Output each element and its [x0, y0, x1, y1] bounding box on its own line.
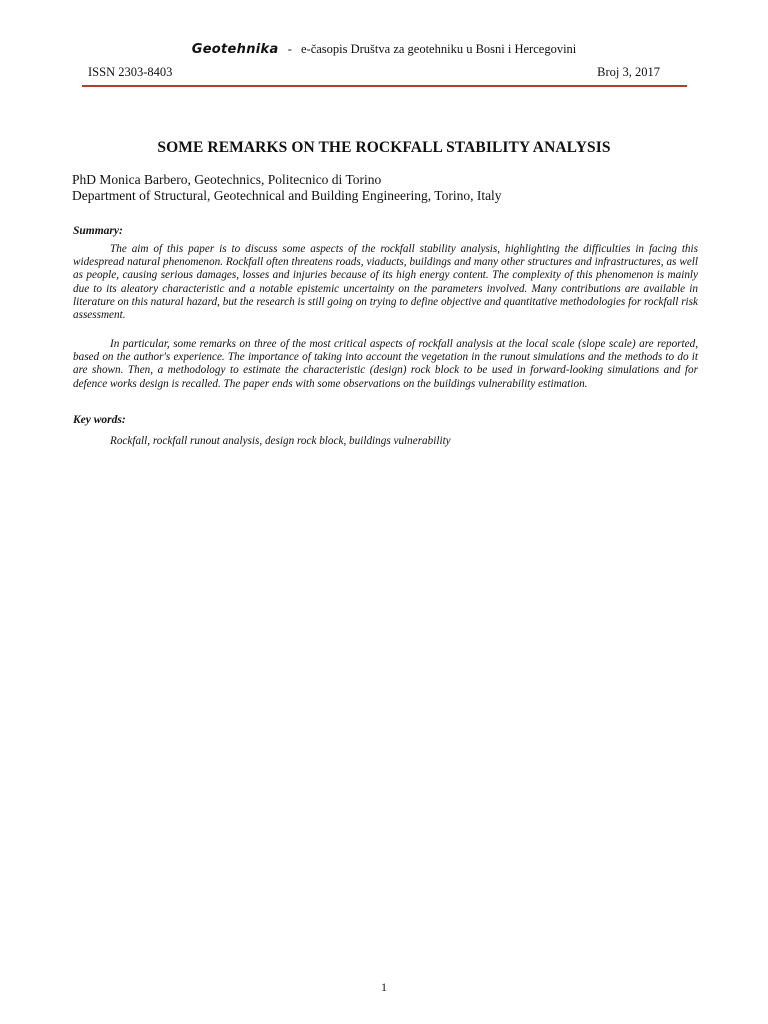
issn: ISSN 2303-8403: [88, 65, 173, 79]
keywords-heading: Key words:: [73, 414, 126, 426]
affiliation-line: Department of Structural, Geotechnical and Building Engineering, Torino, Italy: [72, 188, 502, 203]
issue-number: Broj 3, 2017: [597, 65, 660, 79]
journal-subtitle: e-časopis Društva za geotehniku u Bosni i Hercegovini: [300, 42, 577, 56]
summary-paragraph: The aim of this paper is to discuss some aspects of the rockfall stability analysis, highlighting the difficulties in facing this widespread natural phenomenon. Rockfall often threatens roads, viaducts, buildings and many other structures and infrastructures, as well as people, causing serious damages, losses and injuries because of its high energy content. The complexity of this phenomenon is mainly due to its aleatory characteristic and a notable epistemic uncertainty on the parameters involved. Many contributions are available in literature on this natural hazard, but the research is still going on trying to define objective and quantitative methodologies for rockfall risk assessment.: [73, 243, 698, 322]
page-number: 1: [381, 980, 387, 994]
summary-heading: Summary:: [73, 225, 123, 237]
journal-header: [0, 40, 768, 59]
author-line: PhD Monica Barbero, Geotechnics, Politecnico di Torino: [72, 172, 382, 187]
journal-name: Geotehnika: [191, 42, 279, 57]
header-separator: -: [287, 42, 292, 56]
keywords-list: Rockfall, rockfall runout analysis, design rock block, buildings vulnerability: [110, 435, 451, 447]
article-title: SOME REMARKS ON THE ROCKFALL STABILITY ANALYSIS: [157, 139, 611, 156]
header-divider: [82, 85, 687, 87]
summary-paragraph: In particular, some remarks on three of the most critical aspects of rockfall analysis at the local scale (slope scale) are reported, based on the author's experience. The importance of taking into account the vegetation in the runout simulations and the methods to do it are shown. Then, a methodology to estimate the characteristic (design) rock block to be used in forward-looking simulations and for defence works design is recalled. The paper ends with some observations on the buildings vulnerability estimation.: [73, 338, 698, 390]
